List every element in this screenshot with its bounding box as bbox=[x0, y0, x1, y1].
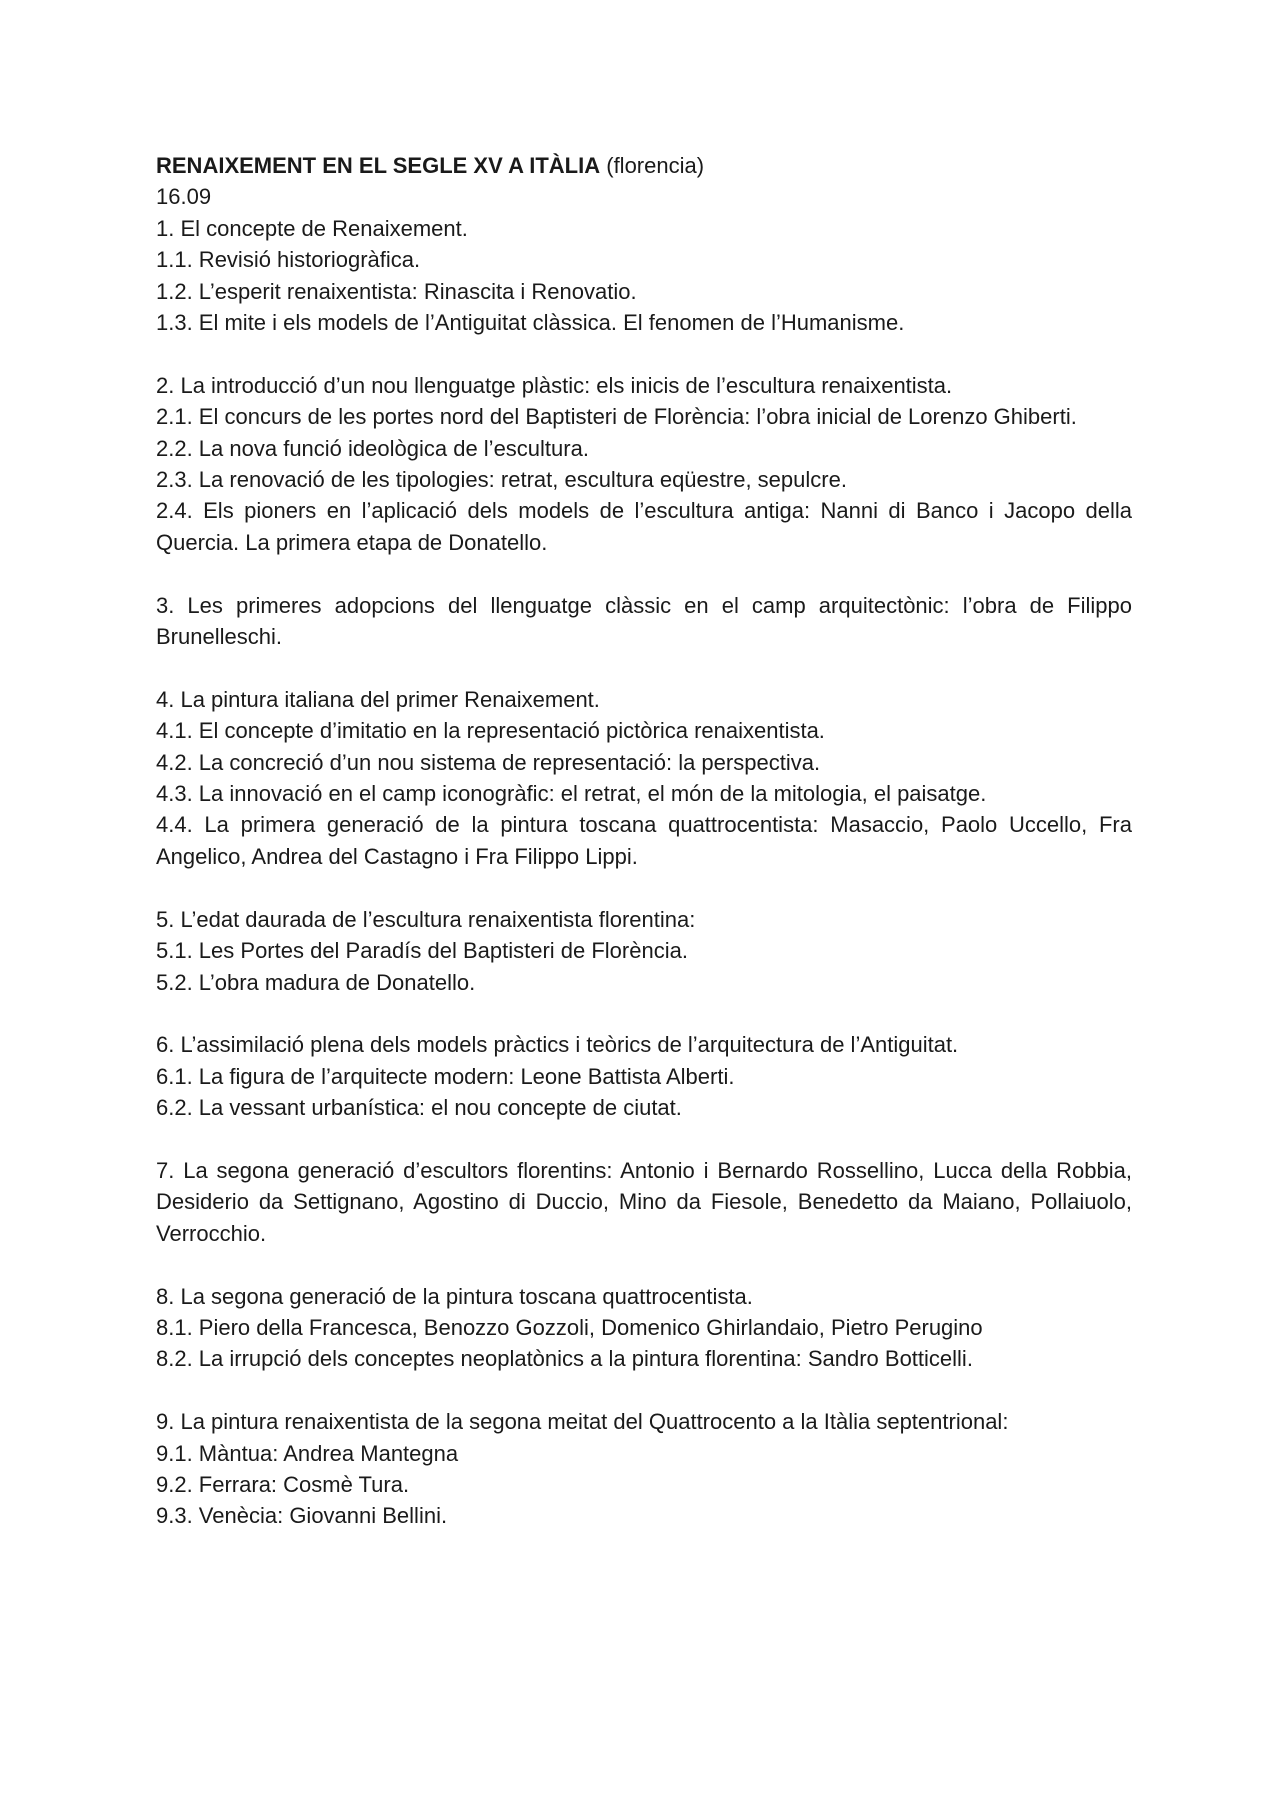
section-line: 8.2. La irrupció dels conceptes neoplatònics a la pintura florentina: Sandro Botticelli. bbox=[156, 1346, 973, 1372]
document-title-bold: RENAIXEMENT EN EL SEGLE XV A ITÀLIA bbox=[156, 153, 601, 178]
section-line: 1. El concepte de Renaixement. bbox=[156, 215, 468, 241]
section-line: 1.3. El mite i els models de l’Antiguitat clàssica. El fenomen de l’Humanisme. bbox=[156, 310, 905, 336]
section-line: 4.2. La concreció d’un nou sistema de representació: la perspectiva. bbox=[156, 749, 821, 775]
section-5 bbox=[156, 904, 1132, 998]
section-line: 5.2. L’obra madura de Donatello. bbox=[156, 969, 476, 995]
section-6 bbox=[156, 1029, 1132, 1123]
section-line: 4.4. La primera generació de la pintura toscana quattrocentista: Masaccio, Paolo Uccello, Fra Angelico, Andrea del Castagno i Fra Filippo Lippi. bbox=[156, 812, 1132, 869]
section-line: 2.1. El concurs de les portes nord del Baptisteri de Florència: l’obra inicial de Lorenzo Ghiberti. bbox=[156, 404, 1077, 430]
document-date: 16.09 bbox=[156, 184, 212, 210]
section-line: 2. La introducció d’un nou llenguatge plàstic: els inicis de l’escultura renaixentista. bbox=[156, 372, 953, 398]
section-line: 9.1. Màntua: Andrea Mantegna bbox=[156, 1440, 459, 1466]
section-line: 2.3. La renovació de les tipologies: retrat, escultura eqüestre, sepulcre. bbox=[156, 467, 847, 493]
document-page bbox=[156, 150, 1132, 1563]
document-title bbox=[156, 150, 1132, 181]
section-line: 7. La segona generació d’escultors florentins: Antonio i Bernardo Rossellino, Lucca della Robbia, Desiderio da Settignano, Agostino di Duccio, Mino da Fiesole, Benedetto da Maiano, Pollaiuolo, Verrocchio. bbox=[156, 1157, 1132, 1246]
section-line: 8. La segona generació de la pintura toscana quattrocentista. bbox=[156, 1283, 753, 1309]
section-line: 2.4. Els pioners en l’aplicació dels models de l’escultura antiga: Nanni di Banco i Jacopo della Quercia. La primera etapa de Donatello. bbox=[156, 498, 1132, 555]
section-8 bbox=[156, 1281, 1132, 1375]
section-line: 8.1. Piero della Francesca, Benozzo Gozzoli, Domenico Ghirlandaio, Pietro Perugino bbox=[156, 1314, 983, 1340]
section-1 bbox=[156, 213, 1132, 339]
document-title-suffix: (florencia) bbox=[600, 153, 705, 178]
section-9 bbox=[156, 1406, 1132, 1532]
section-line: 5.1. Les Portes del Paradís del Baptisteri de Florència. bbox=[156, 938, 688, 964]
section-line: 6.1. La figura de l’arquitecte modern: Leone Battista Alberti. bbox=[156, 1063, 735, 1089]
section-line: 9.3. Venècia: Giovanni Bellini. bbox=[156, 1503, 448, 1529]
section-line: 6.2. La vessant urbanística: el nou concepte de ciutat. bbox=[156, 1095, 682, 1121]
section-7 bbox=[156, 1155, 1132, 1249]
section-line: 6. L’assimilació plena dels models pràctics i teòrics de l’arquitectura de l’Antiguitat. bbox=[156, 1032, 959, 1058]
section-line: 1.1. Revisió historiogràfica. bbox=[156, 247, 421, 273]
section-2 bbox=[156, 370, 1132, 558]
section-line: 4.1. El concepte d’imitatio en la representació pictòrica renaixentista. bbox=[156, 718, 825, 744]
section-line: 4.3. La innovació en el camp iconogràfic: el retrat, el món de la mitologia, el paisatge. bbox=[156, 781, 987, 807]
section-line: 9.2. Ferrara: Cosmè Tura. bbox=[156, 1471, 410, 1497]
section-line: 4. La pintura italiana del primer Renaixement. bbox=[156, 686, 600, 712]
section-line: 5. L’edat daurada de l’escultura renaixentista florentina: bbox=[156, 906, 696, 932]
section-3 bbox=[156, 590, 1132, 653]
section-line: 3. Les primeres adopcions del llenguatge clàssic en el camp arquitectònic: l’obra de Filippo Brunelleschi. bbox=[156, 592, 1132, 650]
section-line: 1.2. L’esperit renaixentista: Rinascita i Renovatio. bbox=[156, 278, 637, 304]
section-line: 2.2. La nova funció ideològica de l’escultura. bbox=[156, 435, 589, 461]
section-4 bbox=[156, 684, 1132, 872]
section-line: 9. La pintura renaixentista de la segona meitat del Quattrocento a la Itàlia septentrional: bbox=[156, 1409, 1009, 1435]
